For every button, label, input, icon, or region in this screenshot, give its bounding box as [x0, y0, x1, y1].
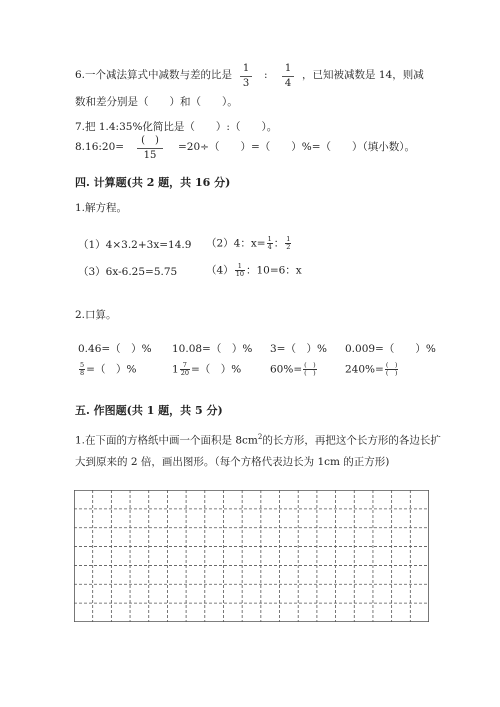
- fraction: [385, 362, 399, 377]
- oral-r2-2: [172, 362, 241, 377]
- q6-line1-end: ，已知被减数是 14，则减: [302, 69, 424, 81]
- section5-line1-end: 的长方形，再把这个长方形的各边长扩: [262, 434, 441, 447]
- oral-r1-3: 3=（ ）%: [270, 343, 327, 355]
- fraction-numerator: 1: [286, 235, 291, 243]
- fraction: [235, 263, 245, 278]
- section4-sub1: 1.解方程。: [75, 202, 128, 214]
- fraction-numerator: 5: [80, 361, 85, 369]
- equation-3: （3）6x-6.25=5.75: [78, 266, 178, 278]
- fraction-denominator: ( ): [385, 369, 398, 377]
- fraction: [180, 362, 190, 377]
- fraction: [285, 236, 291, 251]
- q8-start: 8.16:20=: [75, 141, 125, 153]
- equation-2: [206, 236, 292, 251]
- fraction: [79, 362, 85, 377]
- section4-heading: 四. 计算题(共 2 题，共 16 分): [75, 176, 231, 189]
- oral-r2-1-suffix: =（ ）%: [86, 363, 137, 376]
- fraction: [303, 362, 317, 377]
- oral-r2-3-prefix: 60%=: [270, 363, 303, 376]
- equation-4-prefix: （4）: [206, 264, 234, 277]
- q6-fraction-b: [282, 63, 294, 90]
- fraction-numerator: 1: [267, 235, 272, 243]
- fraction-numerator: 1: [284, 63, 292, 74]
- oral-r1-1: 0.46=（ ）%: [78, 343, 152, 355]
- section5-line1: [75, 430, 441, 448]
- q6-line1-start: 6.一个减法算式中减数与差的比是: [75, 69, 233, 81]
- equation-4: [206, 263, 302, 278]
- fraction-denominator: 20: [180, 369, 189, 377]
- fraction-numerator: 1: [235, 263, 245, 271]
- equation-4-suffix: ：10=6：x: [245, 264, 302, 277]
- fraction-numerator: 1: [242, 63, 250, 74]
- fraction-denominator: 15: [143, 150, 157, 161]
- fraction-denominator: 3: [242, 78, 250, 89]
- q6-line2: 数和差分别是（ ）和（ ）。: [75, 96, 238, 108]
- q8-fraction: [137, 135, 163, 162]
- oral-r2-2-suffix: =（ ）%: [190, 363, 242, 376]
- fraction-numerator: 7: [180, 362, 190, 370]
- section5-heading: 五. 作图题(共 1 题，共 5 分): [75, 404, 223, 417]
- section5-line1-start: 1.在下面的方格纸中画一个面积是 8cm: [75, 434, 258, 447]
- oral-r2-4: [345, 362, 399, 377]
- superscript: 2: [257, 433, 263, 441]
- mixed-whole: 1: [172, 363, 179, 376]
- fraction: [267, 236, 273, 251]
- q8-end: =20÷（ ）=（ ）%=（ ）（填小数）。: [178, 141, 416, 153]
- fraction-denominator: 10: [235, 270, 244, 278]
- q6-fraction-a: [240, 63, 252, 90]
- oral-r1-2: 10.08=（ ）%: [172, 343, 253, 355]
- oral-r1-4: 0.009=（ ）%: [345, 343, 436, 355]
- fraction-denominator: ( ): [304, 369, 316, 377]
- fraction-denominator: 2: [286, 243, 291, 251]
- oral-r2-4-prefix: 240%=: [345, 363, 384, 376]
- fraction-numerator: ( ): [141, 135, 159, 146]
- grid-lines: [74, 490, 429, 622]
- fraction-denominator: 4: [267, 243, 272, 251]
- section4-sub2: 2.口算。: [75, 309, 117, 321]
- q7-text: 7.把 1.4:35%化简比是（ ）:（ ）。: [75, 121, 278, 133]
- grid-paper: [74, 490, 429, 622]
- fraction-numerator: ( ): [385, 361, 398, 369]
- equation-2-prefix: （2）4：x=: [206, 237, 266, 250]
- q6-colon: :: [264, 69, 268, 81]
- fraction-denominator: 8: [80, 369, 85, 377]
- section5-line2: 大到原来的 2 倍，画出图形。（每个方格代表边长为 1cm 的正方形): [75, 456, 390, 468]
- fraction-denominator: 4: [284, 78, 292, 89]
- fraction-numerator: ( ): [304, 361, 316, 369]
- equation-2-colon: ：: [273, 237, 285, 250]
- oral-r2-3: [270, 362, 318, 377]
- equation-1: （1）4×3.2+3x=14.9: [78, 239, 192, 251]
- oral-r2-1: [78, 362, 136, 377]
